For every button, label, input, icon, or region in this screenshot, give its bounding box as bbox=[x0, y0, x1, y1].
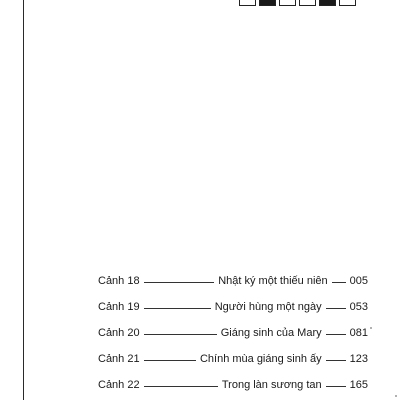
decorative-box-filled bbox=[319, 0, 336, 6]
toc-scene-label: Cảnh 20 bbox=[98, 326, 140, 339]
toc-leader-line bbox=[326, 308, 346, 309]
toc-page-number: 005 bbox=[349, 274, 368, 287]
decorative-box-filled bbox=[259, 0, 276, 6]
toc-entry bbox=[98, 294, 368, 320]
toc-scene-label: Cảnh 22 bbox=[98, 378, 140, 391]
toc-leader-line bbox=[144, 386, 218, 387]
toc-entry bbox=[98, 372, 368, 398]
toc-scene-label: Cảnh 18 bbox=[98, 274, 140, 287]
table-of-contents bbox=[98, 268, 368, 398]
toc-page-number: 053 bbox=[349, 300, 368, 313]
toc-leader-line bbox=[326, 360, 346, 361]
toc-chapter-title: Trong làn sương tan bbox=[221, 378, 322, 391]
decorative-box bbox=[239, 0, 256, 6]
toc-chapter-title: Giáng sinh của Mary bbox=[220, 326, 322, 339]
toc-page-number: 165 bbox=[349, 378, 368, 391]
toc-scene-label: Cảnh 21 bbox=[98, 352, 140, 365]
toc-chapter-title: Nhật ký một thiếu niên bbox=[218, 274, 328, 287]
print-speck bbox=[395, 395, 397, 397]
left-margin-rule bbox=[23, 0, 24, 400]
decorative-box bbox=[299, 0, 316, 6]
toc-leader-line bbox=[326, 386, 346, 387]
toc-page-number: 081 bbox=[349, 326, 368, 339]
toc-leader-line bbox=[144, 308, 211, 309]
toc-entry bbox=[98, 320, 368, 346]
toc-chapter-title: Người hùng một ngày bbox=[214, 300, 322, 313]
toc-chapter-title: Chính mùa giáng sinh ấy bbox=[199, 352, 322, 365]
toc-leader-line bbox=[144, 360, 196, 361]
toc-entry bbox=[98, 268, 368, 294]
toc-leader-line bbox=[326, 334, 346, 335]
header-decoration bbox=[239, 0, 356, 7]
decorative-box bbox=[279, 0, 296, 6]
toc-leader-line bbox=[332, 282, 346, 283]
print-speck bbox=[370, 327, 372, 329]
decorative-box bbox=[339, 0, 356, 6]
toc-entry bbox=[98, 346, 368, 372]
toc-leader-line bbox=[144, 282, 215, 283]
toc-page-number: 123 bbox=[349, 352, 368, 365]
toc-scene-label: Cảnh 19 bbox=[98, 300, 140, 313]
toc-leader-line bbox=[144, 334, 217, 335]
